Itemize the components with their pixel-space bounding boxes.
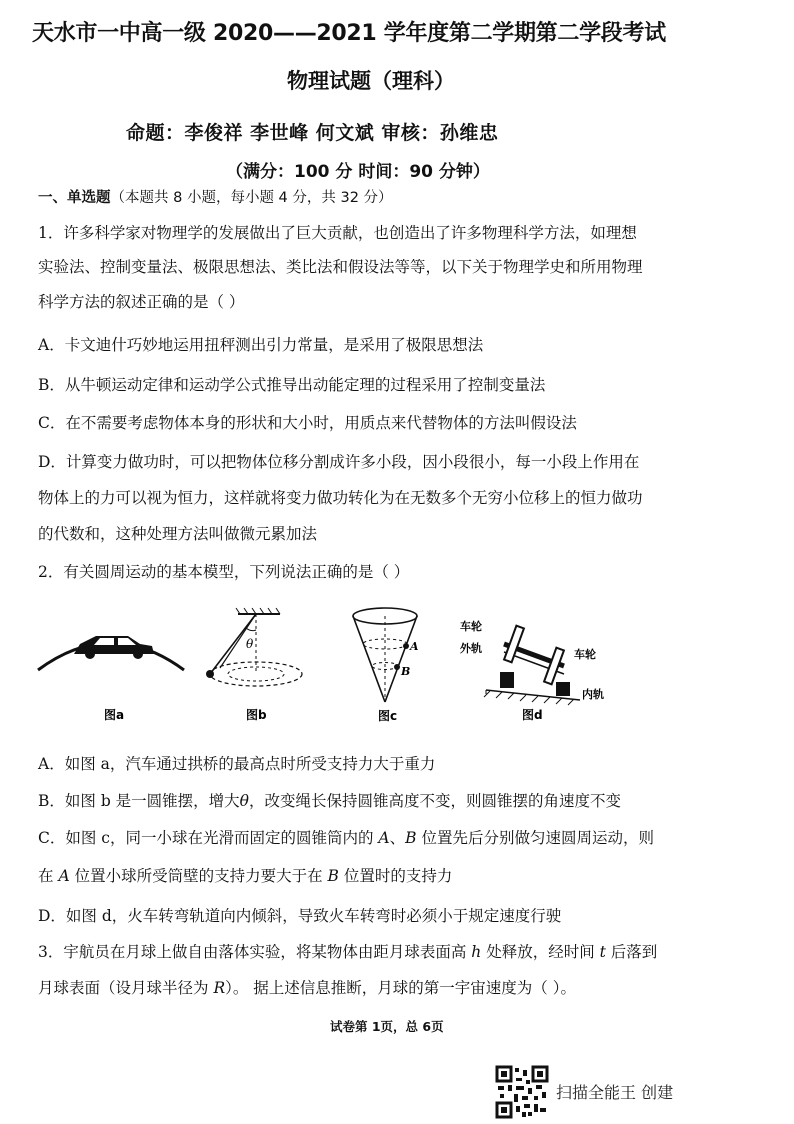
q3-l1-post: 后落到 [605, 943, 658, 961]
label-a: A [410, 640, 419, 653]
q2-option-d: D．如图 d，火车转弯轨道向内倾斜，导致火车转弯时必须小于规定速度行驶 [38, 907, 562, 925]
q2-stem: 2．有关圆周运动的基本模型，下列说法正确的是（ ） [38, 563, 410, 581]
q2-c1-b: B [405, 829, 417, 847]
q1-line1: 1．许多科学家对物理学的发展做出了巨大贡献，也创造出了许多物理科学方法，如理想 [38, 224, 637, 242]
q2-c2-mid: 位置小球所受筒壁的支持力要大于在 [69, 867, 328, 885]
q3-var-r: R [213, 979, 226, 997]
figure-c [350, 604, 430, 723]
q2-c1-post: 位置先后分别做匀速圆周运动，则 [416, 829, 654, 847]
exam-subtitle: 物理试题（理科） [287, 69, 455, 93]
section-heading [38, 186, 393, 207]
q2-b-post: ，改变绳长保持圆锥高度不变，则圆锥摆的角速度不变 [249, 792, 622, 810]
q2-b-pre: B．如图 b 是一圆锥摆，增大 [38, 792, 240, 810]
q1-option-d-line2: 物体上的力可以视为恒力，这样就将变力做功转化为在无数多个无穷小位移上的恒力做功 [38, 489, 643, 507]
theta-label: θ [246, 637, 254, 651]
q2-c2-a: A [58, 867, 70, 885]
ball-a-icon [403, 643, 409, 649]
exam-title: 天水市一中高一级 2020——2021 学年度第二学期第二学段考试 [32, 21, 666, 46]
scanner-watermark: 扫描全能王 创建 [556, 1083, 674, 1102]
q2-option-c-line1 [38, 826, 654, 848]
q2-option-c-line2 [38, 864, 452, 886]
figure-d [460, 618, 630, 722]
q2-c1-sep: 、 [389, 829, 406, 847]
figure-b [198, 608, 318, 722]
q3-line1 [38, 940, 657, 962]
q2-c2-pre: 在 [38, 867, 59, 885]
section-title: 一、单选题 [38, 190, 111, 206]
q1-option-d-line3: 的代数和，这种处理方法叫做微元累加法 [38, 525, 318, 543]
q3-line2 [38, 976, 576, 998]
q2-b-theta: θ [239, 792, 250, 810]
q1-line3: 科学方法的叙述正确的是（ ） [38, 293, 245, 311]
label-b: B [401, 665, 411, 678]
q1-option-d-line1: D．计算变力做功时，可以把物体位移分割成许多小段，因小段很小，每一小段上作用在 [38, 453, 640, 471]
q3-var-t: t [599, 943, 606, 961]
q3-l2-post: ）。 据上述信息推断，月球的第一宇宙速度为（ ）。 [225, 979, 576, 997]
inner-rail-label: 内轨 [582, 688, 604, 701]
q1-option-b: B．从牛顿运动定律和运动学公式推导出动能定理的过程采用了控制变量法 [38, 376, 546, 394]
figure-a-caption: 图a [104, 708, 125, 722]
ball-b-icon [394, 664, 400, 670]
q1-line2: 实验法、控制变量法、极限思想法、类比法和假设法等等，以下关于物理学史和所用物理 [38, 258, 643, 276]
exam-authors: 命题：李俊祥 李世峰 何文斌 审核：孙维忠 [126, 122, 499, 144]
q3-l1-mid: 处释放，经时间 [481, 943, 600, 961]
pendulum-ball-icon [206, 670, 214, 678]
car-icon [74, 636, 154, 659]
wheel-right-label: 车轮 [574, 648, 596, 661]
q3-var-h: h [471, 943, 482, 961]
q2-option-a: A．如图 a，汽车通过拱桥的最高点时所受支持力大于重力 [38, 755, 436, 773]
q2-c1-pre: C．如图 c，同一小球在光滑而固定的圆锥筒内的 [38, 829, 379, 847]
score-time: （满分：100 分 时间：90 分钟） [226, 162, 490, 182]
qr-code-icon [496, 1066, 548, 1118]
figure-a [36, 618, 186, 722]
q1-option-a: A．卡文迪什巧妙地运用扭秤测出引力常量，是采用了极限思想法 [38, 336, 484, 354]
q3-l1-pre: 3．宇航员在月球上做自由落体实验，将某物体由距月球表面高 [38, 943, 472, 961]
figure-d-caption: 图d [522, 708, 543, 722]
q2-c2-post: 位置时的支持力 [338, 867, 453, 885]
wheel-left-label: 车轮 [460, 620, 482, 633]
q2-option-b [38, 789, 621, 811]
q1-option-c: C．在不需要考虑物体本身的形状和大小时，用质点来代替物体的方法叫假设法 [38, 414, 577, 432]
section-note: （本题共 8 小题，每小题 4 分，共 32 分） [110, 190, 393, 206]
train-axle-icon [500, 626, 570, 696]
page-footer: 试卷第 1页，总 6页 [330, 1019, 444, 1034]
q2-c1-a: A [378, 829, 390, 847]
figure-c-caption: 图c [378, 709, 398, 723]
figure-b-caption: 图b [246, 708, 267, 722]
outer-rail-label: 外轨 [460, 642, 482, 655]
q2-c2-b: B [327, 867, 339, 885]
q3-l2-pre: 月球表面（设月球半径为 [38, 979, 214, 997]
